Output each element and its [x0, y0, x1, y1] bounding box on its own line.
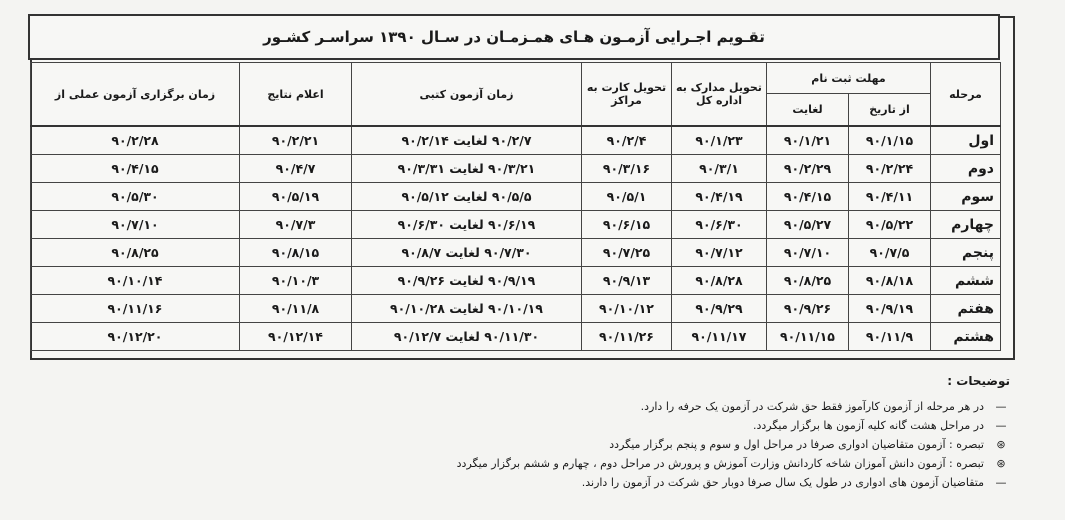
cell-to: ۹۰/۸/۲۵: [767, 267, 849, 295]
cell-practical: ۹۰/۲/۲۸: [31, 126, 240, 155]
cell-to: ۹۰/۲/۲۹: [767, 155, 849, 183]
cell-cards: ۹۰/۵/۱: [582, 183, 672, 211]
note-text: در مراحل هشت گانه کلیه آزمون ها برگزار میگردد.: [752, 419, 984, 432]
cell-docs: ۹۰/۸/۲۸: [672, 267, 767, 295]
cell-written: ۹۰/۶/۱۹ لغایت ۹۰/۶/۳۰: [352, 211, 582, 239]
cell-docs: ۹۰/۷/۱۲: [672, 239, 767, 267]
cell-written: ۹۰/۱۰/۱۹ لغایت ۹۰/۱۰/۲۸: [352, 295, 582, 323]
cell-results: ۹۰/۲/۲۱: [240, 126, 352, 155]
cell-stage: هشتم: [931, 323, 1001, 351]
cell-written: ۹۰/۷/۳۰ لغایت ۹۰/۸/۷: [352, 239, 582, 267]
cell-stage: ششم: [931, 267, 1001, 295]
cell-cards: ۹۰/۷/۲۵: [582, 239, 672, 267]
cell-docs: ۹۰/۴/۱۹: [672, 183, 767, 211]
cell-to: ۹۰/۵/۲۷: [767, 211, 849, 239]
cell-to: ۹۰/۴/۱۵: [767, 183, 849, 211]
note-text: تبصره : آزمون متقاضیان ادواری صرفا در مراحل اول و سوم و پنجم برگزار میگردد: [609, 438, 984, 451]
cell-stage: پنجم: [931, 239, 1001, 267]
note-item: [250, 416, 1010, 435]
cell-practical: ۹۰/۱۰/۱۴: [31, 267, 240, 295]
bullet-icon: —: [995, 419, 1007, 432]
cell-results: ۹۰/۱۰/۳: [240, 267, 352, 295]
cell-from: ۹۰/۴/۱۱: [849, 183, 931, 211]
header-results: اعلام نتایج: [240, 63, 352, 127]
bullet-icon: —: [995, 400, 1007, 413]
note-text: متقاضیان آزمون های ادواری در طول یک سال صرفا دوبار حق شرکت در آزمون را دارند.: [581, 476, 984, 489]
cell-stage: دوم: [931, 155, 1001, 183]
table-row: [31, 126, 1001, 155]
cell-stage: چهارم: [931, 211, 1001, 239]
header-registration: مهلت ثبت نام: [767, 63, 931, 94]
cell-to: ۹۰/۱/۲۱: [767, 126, 849, 155]
cell-written: ۹۰/۹/۱۹ لغایت ۹۰/۹/۲۶: [352, 267, 582, 295]
table-row: [31, 323, 1001, 351]
cell-from: ۹۰/۱/۱۵: [849, 126, 931, 155]
cell-stage: سوم: [931, 183, 1001, 211]
cell-from: ۹۰/۹/۱۹: [849, 295, 931, 323]
header-reg-from: از تاریخ: [849, 94, 931, 127]
cell-from: ۹۰/۵/۲۲: [849, 211, 931, 239]
page-title: تقـویم اجـرایی آزمـون هـای همـزمـان در سـال ۱۳۹۰ سراسـر کشـور: [28, 14, 1000, 60]
cell-from: ۹۰/۱۱/۹: [849, 323, 931, 351]
cell-practical: ۹۰/۱۱/۱۶: [31, 295, 240, 323]
table-row: [31, 267, 1001, 295]
cell-cards: ۹۰/۱۱/۲۶: [582, 323, 672, 351]
table-row: [31, 183, 1001, 211]
table-row: [31, 239, 1001, 267]
cell-practical: ۹۰/۴/۱۵: [31, 155, 240, 183]
cell-written: ۹۰/۳/۲۱ لغایت ۹۰/۳/۳۱: [352, 155, 582, 183]
cell-stage: اول: [931, 126, 1001, 155]
cell-stage: هفتم: [931, 295, 1001, 323]
cell-to: ۹۰/۷/۱۰: [767, 239, 849, 267]
cell-docs: ۹۰/۱۱/۱۷: [672, 323, 767, 351]
header-written: زمان آزمون کتبی: [352, 63, 582, 127]
cell-results: ۹۰/۱۱/۸: [240, 295, 352, 323]
cell-from: ۹۰/۷/۵: [849, 239, 931, 267]
cell-results: ۹۰/۵/۱۹: [240, 183, 352, 211]
header-practical: زمان برگزاری آزمون عملی از: [31, 63, 240, 127]
note-item: [250, 397, 1010, 416]
note-item: [250, 454, 1010, 473]
cell-to: ۹۰/۱۱/۱۵: [767, 323, 849, 351]
cell-results: ۹۰/۷/۳: [240, 211, 352, 239]
cell-results: ۹۰/۱۲/۱۴: [240, 323, 352, 351]
note-item: [250, 473, 1010, 492]
header-stage: مرحله: [931, 63, 1001, 127]
cell-written: ۹۰/۲/۷ لغایت ۹۰/۲/۱۴: [352, 126, 582, 155]
table-row: [31, 211, 1001, 239]
cell-cards: ۹۰/۲/۴: [582, 126, 672, 155]
cell-docs: ۹۰/۱/۲۳: [672, 126, 767, 155]
cell-to: ۹۰/۹/۲۶: [767, 295, 849, 323]
bullet-icon: ⊛: [996, 457, 1006, 470]
cell-results: ۹۰/۸/۱۵: [240, 239, 352, 267]
cell-cards: ۹۰/۶/۱۵: [582, 211, 672, 239]
cell-practical: ۹۰/۵/۳۰: [31, 183, 240, 211]
cell-practical: ۹۰/۷/۱۰: [31, 211, 240, 239]
notes-heading: توضیحات :: [947, 374, 1010, 388]
header-docs: تحویل مدارک به اداره کل: [672, 63, 767, 127]
bullet-icon: —: [995, 476, 1007, 489]
cell-written: ۹۰/۵/۵ لغایت ۹۰/۵/۱۲: [352, 183, 582, 211]
bullet-icon: ⊛: [996, 438, 1006, 451]
cell-results: ۹۰/۴/۷: [240, 155, 352, 183]
cell-written: ۹۰/۱۱/۳۰ لغایت ۹۰/۱۲/۷: [352, 323, 582, 351]
note-text: در هر مرحله از آزمون کارآموز فقط حق شرکت در آزمون یک حرفه را دارد.: [640, 400, 984, 413]
note-text: تبصره : آزمون دانش آموزان شاخه کاردانش وزارت آموزش و پرورش در مراحل دوم ، چهارم و ششم برگزار میگردد: [456, 457, 984, 470]
schedule-table: [30, 62, 1001, 351]
cell-practical: ۹۰/۱۲/۲۰: [31, 323, 240, 351]
cell-docs: ۹۰/۶/۳۰: [672, 211, 767, 239]
cell-cards: ۹۰/۱۰/۱۲: [582, 295, 672, 323]
header-reg-to: لغایت: [767, 94, 849, 127]
table-row: [31, 295, 1001, 323]
header-cards: تحویل کارت به مراکز: [582, 63, 672, 127]
cell-docs: ۹۰/۳/۱: [672, 155, 767, 183]
cell-practical: ۹۰/۸/۲۵: [31, 239, 240, 267]
cell-docs: ۹۰/۹/۲۹: [672, 295, 767, 323]
table-row: [31, 155, 1001, 183]
cell-cards: ۹۰/۹/۱۳: [582, 267, 672, 295]
cell-from: ۹۰/۲/۲۴: [849, 155, 931, 183]
cell-cards: ۹۰/۳/۱۶: [582, 155, 672, 183]
notes-section: [250, 372, 1010, 492]
cell-from: ۹۰/۸/۱۸: [849, 267, 931, 295]
note-item: [250, 435, 1010, 454]
